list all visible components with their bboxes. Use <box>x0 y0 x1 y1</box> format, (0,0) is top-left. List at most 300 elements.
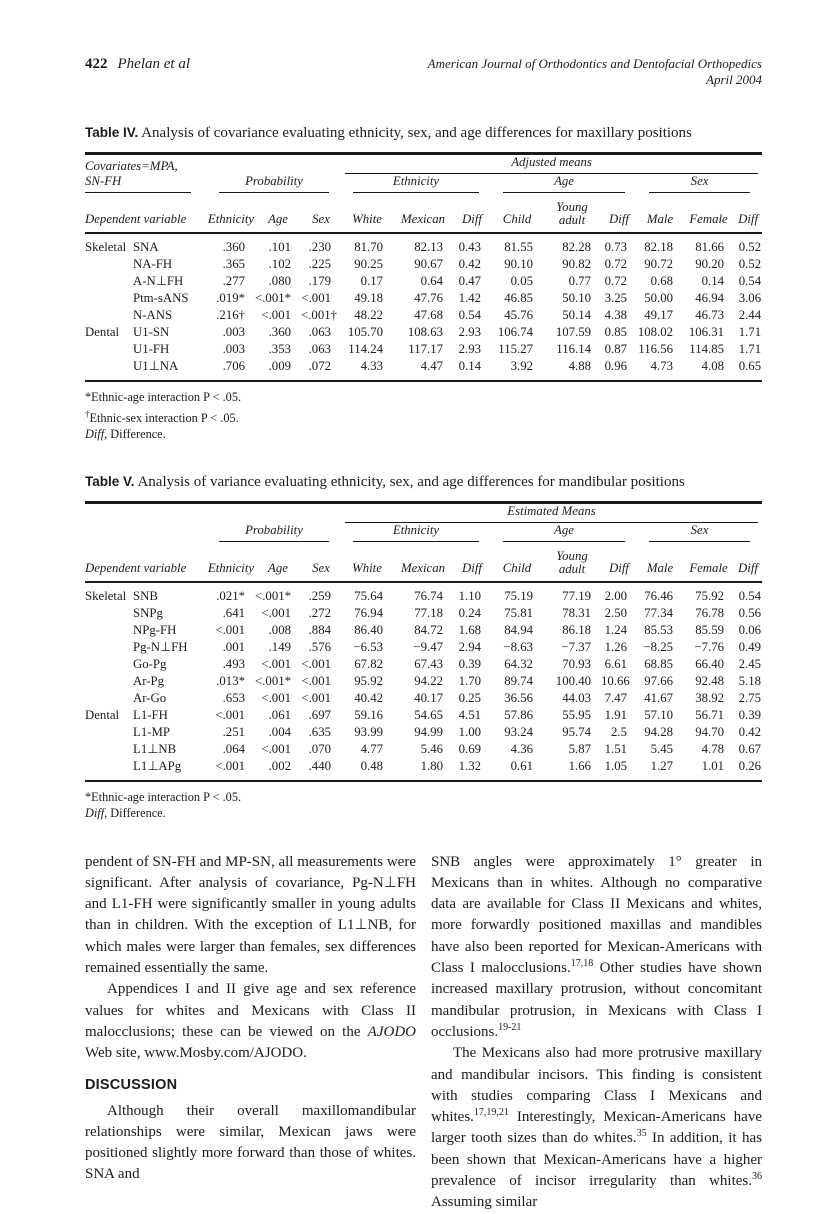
value-cell: −9.47 <box>413 639 443 654</box>
value-cell: 5.46 <box>420 741 443 756</box>
value-cell: 2.45 <box>738 656 762 671</box>
table-row <box>85 341 762 358</box>
value-cell: 5.18 <box>738 673 762 688</box>
column-header: Young adult <box>543 542 601 582</box>
page-number: 422 <box>85 56 108 72</box>
table-row <box>85 622 762 639</box>
value-cell: 0.14 <box>458 359 482 373</box>
column-header: Diff <box>601 193 637 233</box>
value-cell: 92.48 <box>695 673 724 688</box>
value-cell: .003 <box>222 342 246 356</box>
table-row <box>85 605 762 622</box>
row-group-label <box>85 741 133 758</box>
value-cell: 100.40 <box>555 673 591 688</box>
value-cell: 2.50 <box>604 605 627 620</box>
value-cell: .440 <box>308 758 331 773</box>
value-cell: <.001 <box>215 707 245 722</box>
probability-header: Probability <box>207 174 341 193</box>
value-cell: 84.94 <box>504 622 533 637</box>
value-cell: 95.92 <box>354 673 383 688</box>
value-cell: 0.96 <box>604 359 628 373</box>
value-cell: 47.68 <box>414 308 444 322</box>
table-v <box>85 501 762 782</box>
table-v-footnotes <box>85 789 762 822</box>
value-cell: 0.52 <box>738 257 762 271</box>
value-cell: 3.92 <box>510 359 534 373</box>
value-cell: 86.18 <box>562 622 591 637</box>
value-cell: .072 <box>308 359 332 373</box>
row-group-label <box>85 358 133 381</box>
value-cell: 50.00 <box>644 291 674 305</box>
value-cell: 114.85 <box>689 342 725 356</box>
value-cell: 4.88 <box>568 359 592 373</box>
column-header: Diff <box>453 193 491 233</box>
value-cell: 40.42 <box>354 690 383 705</box>
value-cell: 1.71 <box>738 325 762 339</box>
dependent-variable: Ar-Go <box>133 690 167 705</box>
value-cell: 0.54 <box>458 308 482 322</box>
value-cell: 0.67 <box>738 741 762 756</box>
value-cell: 107.59 <box>555 325 592 339</box>
table-v-label: Table V. <box>85 473 135 489</box>
value-cell: 0.64 <box>420 274 444 288</box>
value-cell: 50.14 <box>562 308 592 322</box>
value-cell: 0.43 <box>458 240 482 254</box>
value-cell: 41.67 <box>644 690 673 705</box>
value-cell: 86.40 <box>354 622 383 637</box>
value-cell: 1.68 <box>458 622 481 637</box>
table-iv-footnotes <box>85 389 762 443</box>
dependent-variable: NA-FH <box>133 257 173 271</box>
value-cell: 64.32 <box>504 656 533 671</box>
value-cell: .493 <box>222 656 245 671</box>
value-cell: 4.51 <box>458 707 481 722</box>
value-cell: .070 <box>308 741 331 756</box>
column-header: Sex <box>301 542 341 582</box>
table-row <box>85 673 762 690</box>
dependent-variable-header: Dependent variable <box>85 193 207 233</box>
value-cell: 76.78 <box>695 605 724 620</box>
dependent-variable: Ptm-sANS <box>133 291 189 305</box>
ethnicity-group-header: Ethnicity <box>341 174 491 193</box>
value-cell: .002 <box>268 758 291 773</box>
value-cell: 0.68 <box>650 274 674 288</box>
value-cell: 1.71 <box>738 342 762 356</box>
value-cell: 1.26 <box>604 639 627 654</box>
value-cell: 1.05 <box>604 758 627 773</box>
value-cell: .101 <box>268 240 292 254</box>
dependent-variable: L1⊥APg <box>133 758 182 773</box>
table-row <box>85 233 762 256</box>
dependent-variable: Ar-Pg <box>133 673 165 688</box>
row-group-label <box>85 341 133 358</box>
table-footnote: *Ethnic-age interaction P < .05. <box>85 390 242 404</box>
value-cell: 0.42 <box>738 724 762 739</box>
value-cell: 4.78 <box>701 741 724 756</box>
value-cell: 44.03 <box>562 690 591 705</box>
value-cell: 0.85 <box>604 325 628 339</box>
column-header: Ethnicity <box>207 542 255 582</box>
body-left-column <box>85 852 416 1214</box>
value-cell: <.001 <box>261 605 291 620</box>
table-footnote: *Ethnic-age interaction P < .05. <box>85 789 242 804</box>
value-cell: 1.91 <box>604 707 627 722</box>
value-cell: 46.94 <box>695 291 725 305</box>
paragraph: The Mexicans also had more protrusive maxillary and mandibular incisors. This finding is consistent with studies comparing Class I Mexicans and whites.$^{17,19,21}$ Interestingly, Mexican-Americans have larger tooth sizes than do whites.$^{35}$ In addition, it has been shown that Mexican-Americans have a higher prevalence of incisor irregularity than whites.$^{36}$ Assuming similar <box>431 1045 762 1211</box>
value-cell: .216† <box>216 308 246 322</box>
row-group-label <box>85 605 133 622</box>
value-cell: 0.06 <box>738 622 762 637</box>
column-header: Male <box>637 193 683 233</box>
value-cell: .008 <box>268 622 291 637</box>
column-header: Mexican <box>393 193 453 233</box>
value-cell: 0.39 <box>738 707 762 722</box>
value-cell: 4.47 <box>420 359 444 373</box>
age-group-header: Age <box>491 174 637 193</box>
value-cell: .277 <box>222 274 246 288</box>
value-cell: 94.70 <box>695 724 724 739</box>
column-header: Child <box>491 542 543 582</box>
table-iv-title <box>85 124 762 142</box>
running-author: Phelan et al <box>117 56 190 72</box>
column-header: Diff <box>453 542 491 582</box>
sex-group-header: Sex <box>637 523 762 542</box>
value-cell: .251 <box>222 724 245 739</box>
row-group-label <box>85 724 133 741</box>
column-header: Female <box>683 542 734 582</box>
table-row <box>85 273 762 290</box>
ethnicity-group-header: Ethnicity <box>341 523 491 542</box>
value-cell: 0.25 <box>458 690 481 705</box>
value-cell: 57.86 <box>504 707 533 722</box>
value-cell: .080 <box>268 274 292 288</box>
value-cell: 106.31 <box>688 325 725 339</box>
value-cell: 0.48 <box>360 758 383 773</box>
adjusted-means-header: Adjusted means <box>341 154 762 175</box>
table-row <box>85 639 762 656</box>
dependent-variable: U1-SN <box>133 325 170 339</box>
value-cell: .259 <box>308 588 331 603</box>
value-cell: −8.63 <box>503 639 533 654</box>
value-cell: 82.28 <box>562 240 592 254</box>
value-cell: 90.82 <box>562 257 592 271</box>
dependent-variable: Pg-N⊥FH <box>133 639 188 654</box>
sex-group-header: Sex <box>637 174 762 193</box>
value-cell: 76.94 <box>354 605 383 620</box>
value-cell: 116.14 <box>556 342 592 356</box>
value-cell: 3.25 <box>604 291 628 305</box>
column-header: Young adult <box>543 193 601 233</box>
body-text <box>85 852 762 1214</box>
value-cell: 4.73 <box>650 359 674 373</box>
value-cell: 2.5 <box>611 724 627 739</box>
value-cell: 94.22 <box>414 673 443 688</box>
table-iv-caption: Analysis of covariance evaluating ethnicity, sex, and age differences for maxillary positions <box>141 125 692 141</box>
value-cell: 0.87 <box>604 342 628 356</box>
value-cell: 46.73 <box>695 308 725 322</box>
value-cell: 1.24 <box>604 622 627 637</box>
table-row <box>85 758 762 781</box>
value-cell: 76.46 <box>644 588 673 603</box>
table-row <box>85 724 762 741</box>
value-cell: 82.18 <box>644 240 674 254</box>
value-cell: 50.10 <box>562 291 592 305</box>
value-cell: 75.19 <box>504 588 533 603</box>
value-cell: 114.24 <box>348 342 384 356</box>
row-group-label: Dental <box>85 707 120 722</box>
dependent-variable: U1-FH <box>133 342 170 356</box>
row-group-label <box>85 290 133 307</box>
column-header: Diff <box>734 193 762 233</box>
value-cell: 0.54 <box>738 588 762 603</box>
value-cell: .697 <box>308 707 331 722</box>
value-cell: <.001* <box>255 291 292 305</box>
value-cell: .641 <box>222 605 245 620</box>
value-cell: 0.61 <box>510 758 533 773</box>
value-cell: 0.47 <box>458 274 482 288</box>
value-cell: 90.20 <box>695 257 725 271</box>
dependent-variable: SNA <box>133 240 159 254</box>
value-cell: 2.94 <box>458 639 481 654</box>
column-header: Male <box>637 542 683 582</box>
table-row <box>85 582 762 605</box>
value-cell: .706 <box>222 359 246 373</box>
value-cell: 81.70 <box>354 240 384 254</box>
value-cell: .063 <box>308 342 332 356</box>
value-cell: 0.49 <box>738 639 762 654</box>
value-cell: 0.14 <box>701 274 725 288</box>
value-cell: <.001 <box>215 758 245 773</box>
value-cell: .064 <box>222 741 245 756</box>
page-header <box>85 56 762 88</box>
table-row <box>85 741 762 758</box>
column-header: Sex <box>301 193 341 233</box>
table-v-caption: Analysis of variance evaluating ethnicity, sex, and age differences for mandibular positions <box>137 473 685 490</box>
value-cell: 1.00 <box>458 724 481 739</box>
dependent-variable: NPg-FH <box>133 622 177 637</box>
table-row <box>85 290 762 307</box>
paragraph: Appendices I and II give age and sex reference values for whites and Mexicans with Class II malocclusions; these can be viewed on the AJODO Web site, www.Mosby.com/AJODO. <box>85 981 416 1062</box>
value-cell: 46.85 <box>504 291 534 305</box>
value-cell: <.001 <box>261 690 291 705</box>
value-cell: 1.42 <box>458 291 482 305</box>
value-cell: <.001 <box>261 656 291 671</box>
running-head-left <box>85 56 190 73</box>
value-cell: 89.74 <box>504 673 533 688</box>
value-cell: 75.92 <box>695 588 724 603</box>
paragraph: SNB angles were approximately 1° greater in Mexicans than in whites. Although no comparative data are available for Class II Mexicans and whites, more forwardly positioned maxillas and mandibles have also been reported for Mexican-Americans with Class I malocclusions.$^{17,18}$ Other studies have shown increased maxillary protrusion, without concomitant mandibular protrusion, in Mexicans with Class I occlusions.$^{19-21}$ <box>431 853 762 1040</box>
dependent-variable: N-ANS <box>133 308 173 322</box>
value-cell: 81.66 <box>695 240 725 254</box>
table-row <box>85 358 762 381</box>
value-cell: .576 <box>308 639 331 654</box>
value-cell: 1.80 <box>420 758 443 773</box>
column-header: Female <box>683 193 734 233</box>
value-cell: 47.76 <box>414 291 444 305</box>
value-cell: 1.70 <box>458 673 481 688</box>
value-cell: −6.53 <box>353 639 383 654</box>
value-cell: 84.72 <box>414 622 443 637</box>
table-row <box>85 256 762 273</box>
value-cell: 1.01 <box>701 758 724 773</box>
column-header: Ethnicity <box>207 193 255 233</box>
value-cell: 38.92 <box>695 690 724 705</box>
row-group-label <box>85 690 133 707</box>
table-footnote: Diff, Difference. <box>85 806 166 821</box>
column-header: White <box>341 542 393 582</box>
value-cell: 75.64 <box>354 588 383 603</box>
value-cell: 90.25 <box>354 257 384 271</box>
value-cell: 90.10 <box>504 257 534 271</box>
value-cell: 4.36 <box>510 741 533 756</box>
value-cell: <.001* <box>255 588 292 603</box>
dependent-variable-header: Dependent variable <box>85 542 207 582</box>
dependent-variable: SNB <box>133 588 158 603</box>
dependent-variable: L1-MP <box>133 724 170 739</box>
value-cell: 105.70 <box>347 325 384 339</box>
table-iv <box>85 152 762 382</box>
value-cell: 0.56 <box>738 605 762 620</box>
value-cell: 10.66 <box>601 673 630 688</box>
dependent-variable: L1-FH <box>133 707 168 722</box>
table-row <box>85 656 762 673</box>
value-cell: <.001 <box>301 656 331 671</box>
table-row <box>85 707 762 724</box>
value-cell: 36.56 <box>504 690 533 705</box>
value-cell: 108.02 <box>637 325 674 339</box>
value-cell: 94.28 <box>644 724 673 739</box>
value-cell: 77.19 <box>562 588 591 603</box>
value-cell: <.001 <box>301 673 331 688</box>
value-cell: 4.33 <box>360 359 384 373</box>
table-footnote: †Ethnic-sex interaction P < .05. <box>85 408 239 425</box>
row-group-label <box>85 307 133 324</box>
value-cell: 66.40 <box>695 656 724 671</box>
row-group-label: Dental <box>85 325 120 339</box>
value-cell: −7.37 <box>561 639 591 654</box>
value-cell: 93.99 <box>354 724 383 739</box>
value-cell: .004 <box>268 724 291 739</box>
value-cell: 0.05 <box>510 274 534 288</box>
paragraph: Although their overall maxillomandibular relationships were similar, Mexican jaws were positioned slightly more forward than those of whites. SNA and <box>85 1102 416 1183</box>
value-cell: .061 <box>268 707 291 722</box>
value-cell: 68.85 <box>644 656 673 671</box>
value-cell: 2.44 <box>738 308 762 322</box>
dependent-variable: L1⊥NB <box>133 741 177 756</box>
value-cell: 0.54 <box>738 274 762 288</box>
value-cell: 49.17 <box>644 308 674 322</box>
value-cell: <.001 <box>261 308 292 322</box>
table-v-title <box>85 473 762 491</box>
value-cell: 67.82 <box>354 656 383 671</box>
column-header: Diff <box>734 542 762 582</box>
value-cell: 0.65 <box>738 359 762 373</box>
value-cell: .179 <box>308 274 332 288</box>
value-cell: .102 <box>268 257 292 271</box>
value-cell: <.001 <box>301 690 331 705</box>
value-cell: 106.74 <box>497 325 534 339</box>
value-cell: 108.63 <box>407 325 444 339</box>
value-cell: .009 <box>268 359 292 373</box>
value-cell: .013* <box>216 673 245 688</box>
value-cell: 0.77 <box>568 274 592 288</box>
value-cell: <.001 <box>301 291 332 305</box>
dependent-variable: U1⊥NA <box>133 359 179 373</box>
value-cell: 2.93 <box>458 342 482 356</box>
value-cell: −7.76 <box>694 639 724 654</box>
value-cell: 116.56 <box>638 342 674 356</box>
value-cell: 75.81 <box>504 605 533 620</box>
value-cell: 90.67 <box>414 257 444 271</box>
value-cell: 3.06 <box>738 291 762 305</box>
value-cell: 77.34 <box>644 605 673 620</box>
value-cell: 85.59 <box>695 622 724 637</box>
value-cell: 55.95 <box>562 707 591 722</box>
value-cell: 40.17 <box>414 690 443 705</box>
value-cell: .653 <box>222 690 245 705</box>
value-cell: .360 <box>222 240 246 254</box>
value-cell: 45.76 <box>504 308 534 322</box>
journal-title: American Journal of Orthodontics and Dentofacial Orthopedics <box>427 56 762 71</box>
section-heading: DISCUSSION <box>85 1076 178 1093</box>
value-cell: 85.53 <box>644 622 673 637</box>
value-cell: .003 <box>222 325 246 339</box>
value-cell: .019* <box>216 291 246 305</box>
column-header: White <box>341 193 393 233</box>
value-cell: 0.72 <box>604 274 628 288</box>
row-group-label <box>85 673 133 690</box>
value-cell: 4.77 <box>360 741 383 756</box>
value-cell: 81.55 <box>504 240 534 254</box>
value-cell: 0.69 <box>458 741 481 756</box>
value-cell: −8.25 <box>643 639 673 654</box>
body-right-column <box>431 852 762 1214</box>
row-group-label <box>85 639 133 656</box>
value-cell: 0.39 <box>458 656 481 671</box>
column-header: Mexican <box>393 542 453 582</box>
value-cell: 0.24 <box>458 605 481 620</box>
value-cell: <.001 <box>215 622 245 637</box>
value-cell: 76.74 <box>414 588 443 603</box>
covariates-label: Covariates=MPA, SN-FH <box>85 154 207 194</box>
value-cell: 1.51 <box>604 741 627 756</box>
table-iv-label: Table IV. <box>85 125 139 140</box>
value-cell: 49.18 <box>354 291 384 305</box>
value-cell: 90.72 <box>644 257 674 271</box>
value-cell: 6.61 <box>604 656 627 671</box>
value-cell: 1.27 <box>650 758 673 773</box>
value-cell: 1.10 <box>458 588 481 603</box>
table-row <box>85 324 762 341</box>
value-cell: .230 <box>308 240 332 254</box>
value-cell: .225 <box>308 257 332 271</box>
value-cell: .360 <box>268 325 292 339</box>
column-header: Child <box>491 193 543 233</box>
row-group-label <box>85 273 133 290</box>
row-group-label: Skeletal <box>85 588 127 603</box>
value-cell: 2.93 <box>458 325 482 339</box>
estimated-means-header: Estimated Means <box>341 502 762 523</box>
value-cell: 0.72 <box>604 257 628 271</box>
value-cell: 115.27 <box>498 342 534 356</box>
row-group-label <box>85 758 133 781</box>
value-cell: 59.16 <box>354 707 383 722</box>
column-header: Age <box>255 542 301 582</box>
paragraph: pendent of SN-FH and MP-SN, all measurements were significant. After analysis of covariance, Pg-N⊥FH and L1-FH were significantly smaller in young adults than in children. With the exception of L1⊥NB, for which males were larger than females, sex differences remained essentially the same. <box>85 853 416 977</box>
dependent-variable: SNPg <box>133 605 163 620</box>
value-cell: 67.43 <box>414 656 443 671</box>
value-cell: .021* <box>216 588 245 603</box>
